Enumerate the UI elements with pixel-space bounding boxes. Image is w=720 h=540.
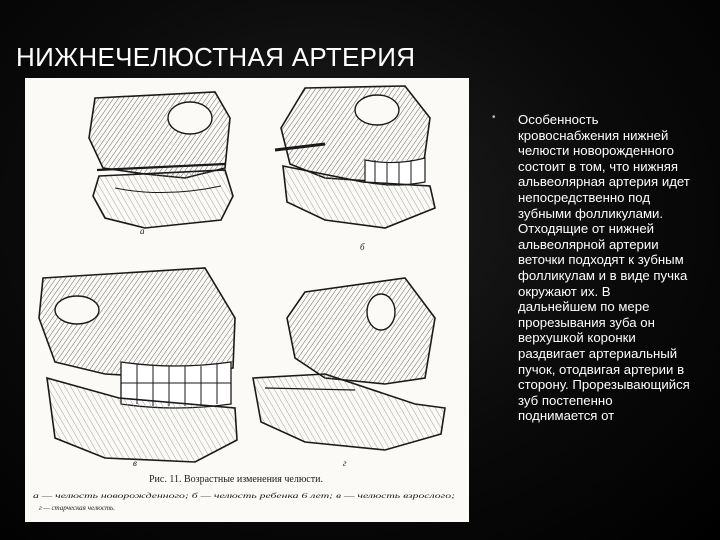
jaw-panel-c — [39, 268, 237, 462]
figure-caption-line1: а — челюсть новорожденного; б — челюсть ребенка 6 лет; в — челюсть взрослого; — [33, 492, 455, 500]
figure-caption-title: Рис. 11. Возрастные изменения челюсти. — [149, 474, 323, 485]
panel-label-c: в — [133, 458, 137, 468]
panel-label-b: б — [360, 242, 365, 252]
jaw-panel-b — [275, 86, 435, 228]
jaw-illustration — [25, 78, 469, 522]
body-paragraph: Особенность кровоснабжения нижней челюсти новорожденного состоит в том, что нижняя альвеолярная артерия идет непосредственно под зубными фолликулами. Отходящие от нижней альвеолярной артерии веточки подходят к зубным фолликулам и в виде пучка окружают их. В дальнейшем по мере прорезывания зуба он верхушкой коронки раздвигает артериальный пучок, отодвигая артерии в сторону. Прорезывающийся зуб постепенно поднимается от — [518, 112, 690, 424]
jaw-panel-d — [253, 278, 445, 450]
slide-title: НИЖНЕЧЕЛЮСТНАЯ АРТЕРИЯ — [16, 42, 416, 72]
figure-caption-line2: г — старческая челюсть. — [39, 504, 115, 512]
jaw-age-changes-figure — [25, 78, 469, 522]
text-block — [492, 112, 692, 540]
bullet-marker: • — [492, 112, 496, 123]
panel-label-a: а — [140, 226, 145, 236]
jaw-panel-a — [89, 92, 233, 228]
panel-label-d: г — [343, 458, 347, 468]
